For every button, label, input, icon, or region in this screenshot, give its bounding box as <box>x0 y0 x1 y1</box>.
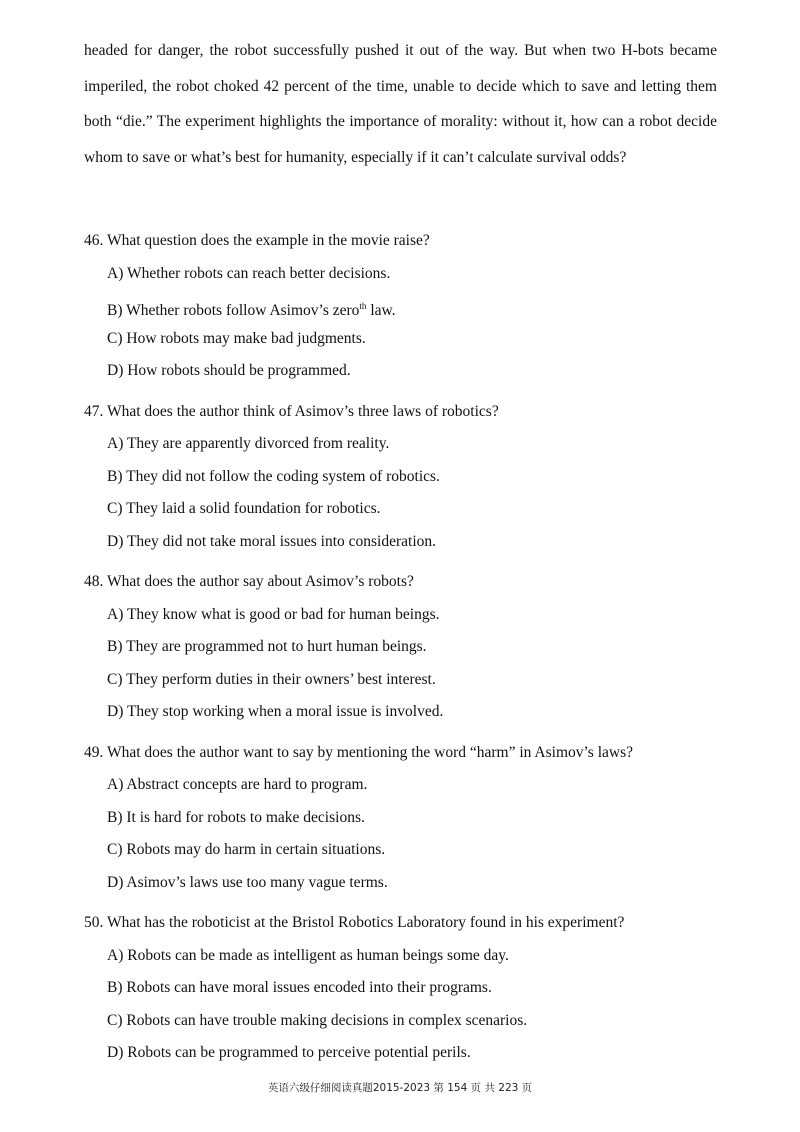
option-a: A) Robots can be made as intelligent as human beings some day. <box>107 946 509 964</box>
option-b <box>84 290 724 323</box>
option-a: A) Whether robots can reach better decisions. <box>107 264 391 282</box>
question-46 <box>84 225 724 388</box>
option-d: D) How robots should be programmed. <box>107 362 351 379</box>
question-stem: 46. What question does the example in the movie raise? <box>84 232 430 249</box>
option-b: B) Robots can have moral issues encoded into their programs. <box>107 979 492 996</box>
question-stem: 48. What does the author say about Asimov’s robots? <box>84 573 414 590</box>
option-b: B) They are programmed not to hurt human beings. <box>107 638 427 655</box>
question-stem: 47. What does the author think of Asimov’s three laws of robotics? <box>84 402 499 420</box>
page-footer: 英语六级仔细阅读真题2015-2023 第 154 页 共 223 页 <box>267 1082 533 1094</box>
option-c: C) Robots can have trouble making decisions in complex scenarios. <box>107 1011 528 1029</box>
question-49 <box>84 737 724 900</box>
question-48 <box>84 566 724 729</box>
option-d: D) Robots can be programmed to perceive potential perils. <box>107 1044 471 1061</box>
question-list <box>84 225 724 1078</box>
option-b: B) It is hard for robots to make decisions. <box>107 808 365 826</box>
option-c: C) How robots may make bad judgments. <box>107 329 366 347</box>
question-50 <box>84 907 724 1070</box>
question-stem: 49. What does the author want to say by mentioning the word “harm” in Asimov’s laws? <box>84 743 634 761</box>
option-b-tail: law. <box>366 302 396 320</box>
option-b: B) They did not follow the coding system of robotics. <box>107 467 440 485</box>
option-c: C) They perform duties in their owners’ best interest. <box>107 670 436 688</box>
option-a: A) They are apparently divorced from reality. <box>107 435 390 452</box>
question-47 <box>84 396 724 559</box>
option-a: A) Abstract concepts are hard to program. <box>107 776 368 793</box>
option-b-text: B) Whether robots follow Asimov’s zero <box>107 302 360 320</box>
option-b-superscript: th <box>359 301 367 311</box>
option-c: C) They laid a solid foundation for robotics. <box>107 500 381 517</box>
option-c: C) Robots may do harm in certain situations. <box>107 841 386 858</box>
option-a: A) They know what is good or bad for human beings. <box>107 605 440 623</box>
passage-paragraph: headed for danger, the robot successfully pushed it out of the way. But when two H-bots became imperiled, the robot choked 42 percent of the time, unable to decide which to save and letting them both “die.” The experiment highlights the importance of morality: without it, how can a robot decide whom to save or what’s best for humanity, especially if it can’t calculate survival odds? <box>84 42 717 166</box>
option-d: D) They stop working when a moral issue is involved. <box>107 703 444 720</box>
question-stem: 50. What has the roboticist at the Bristol Robotics Laboratory found in his experiment? <box>84 914 625 931</box>
option-d: D) Asimov’s laws use too many vague terms. <box>107 873 388 891</box>
option-d: D) They did not take moral issues into consideration. <box>107 532 437 550</box>
